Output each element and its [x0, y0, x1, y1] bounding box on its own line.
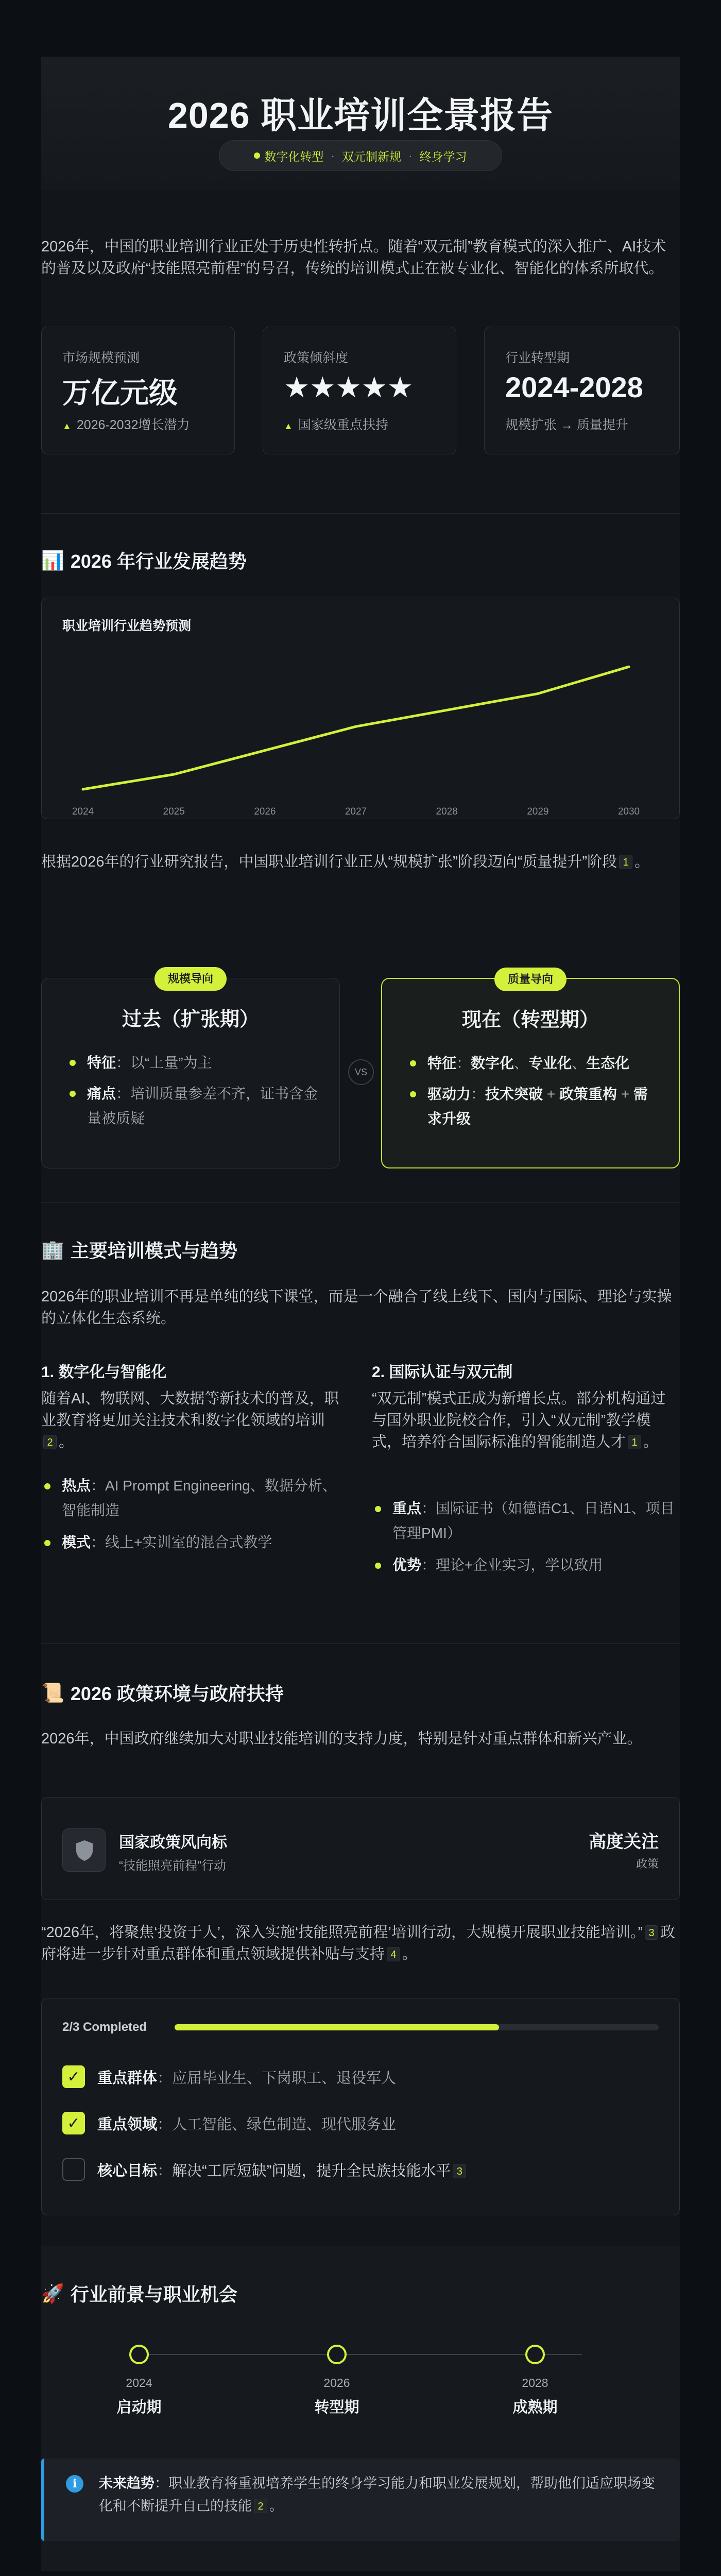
report-title: 2026 职业培训全景报告 [167, 95, 554, 135]
tag-separator: · [408, 148, 413, 162]
x-tick-label: 2028 [436, 806, 458, 817]
timeline-dot [525, 2345, 545, 2364]
timeline-year: 2028 [522, 2376, 548, 2389]
citation-badge[interactable]: 1 [619, 855, 632, 869]
column-title-digital: 1. 数字化与智能化 [41, 1364, 167, 1381]
column-text: “双元制”模式正成为新增长点。部分机构通过与国外职业院校合作，引入“双元制”教学模式，培养符合国际标准的智能制造人才 1 。 [372, 1391, 666, 1450]
progress-fill [175, 2024, 499, 2030]
rocket-icon: 🚀 [41, 2282, 64, 2304]
policy-intro: 2026年，中国政府继续加大对职业技能培训的支持力度，特别是针对重点群体和新兴产业。 [41, 1731, 642, 1747]
data-point [628, 666, 630, 668]
section-divider [41, 513, 680, 514]
progress-label: 2/3 Completed [62, 2020, 147, 2034]
trend-paragraph: 根据2026年的行业研究报告，中国职业培训行业正从“规模扩张”阶段迈向“质量提升”阶段 1 。 [41, 854, 650, 870]
scroll-icon: 📜 [41, 1682, 64, 1703]
trend-series-line [83, 667, 629, 789]
trend-line-chart [42, 598, 679, 819]
x-tick-label: 2030 [617, 806, 640, 817]
trend-note-callout [41, 2459, 680, 2541]
arrow-up-icon: ▲ [284, 421, 293, 431]
checkbox-unchecked[interactable] [62, 2158, 85, 2181]
compare-card-now [381, 973, 680, 1168]
list-item: 特征：数字化、专业化、生态化 [408, 1051, 660, 1076]
section-divider [41, 1202, 680, 1203]
checkbox-checked[interactable]: ✓ [62, 2112, 85, 2134]
list-item: 优势：理论+企业实习，学以致用 [372, 1553, 680, 1578]
policy-checklist-card [41, 1998, 680, 2215]
timeline-stage: 启动期 [116, 2399, 162, 2416]
stat-card-policy [263, 327, 456, 454]
hero-banner [41, 57, 680, 191]
arrow-up-icon: ▲ [62, 421, 72, 431]
x-tick-label: 2025 [163, 806, 185, 817]
attention-level: 高度关注 [589, 1832, 659, 1852]
checklist-item[interactable]: ✓ 重点群体：应届毕业生、下岗职工、退役军人 [62, 2065, 396, 2088]
modes-intro: 2026年的职业培训不再是单纯的线下课堂，而是一个融合了线上线下、国内与国际、理论与实操的立体化生态系统。 [41, 1289, 672, 1327]
section-title-policy: 📜 2026 政策环境与政府扶持 [41, 1682, 284, 1704]
section-divider [41, 1643, 680, 1644]
intro-paragraph: 2026年，中国的职业培训行业正处于历史性转折点。随着“双元制”教育模式的深入推广、AI技术的普及以及政府“技能照亮前程”的号召，传统的培训模式正在被专业化、智能化的体系所取代。 [41, 239, 666, 277]
stat-subtext: ▲ 国家级重点扶持 [284, 418, 388, 432]
stat-value: 万亿元级 [62, 377, 178, 409]
badge-quality-oriented: 质量导向 [494, 968, 566, 991]
column-title-dual: 2. 国际认证与双元制 [372, 1364, 513, 1381]
timeline-track [139, 2354, 582, 2355]
citation-badge[interactable]: 1 [628, 1435, 641, 1449]
x-tick-label: 2024 [72, 806, 94, 817]
x-tick-label: 2026 [254, 806, 276, 817]
citation-badge[interactable]: 2 [43, 1435, 57, 1449]
policy-indicator-card [41, 1797, 680, 1900]
vs-badge: VS [348, 1059, 374, 1085]
policy-quote: “2026年，将聚焦‘投资于人’，深入实施‘技能照亮前程’培训行动，大规模开展职业技能培训。” 3 政府将进一步针对重点群体和重点领域提供补贴与支持 4 。 [41, 1924, 676, 1962]
data-point [173, 773, 175, 775]
list-item: 模式：线上+实训室的混合式教学 [41, 1530, 340, 1555]
policy-card-title: 国家政策风向标 [119, 1834, 227, 1851]
data-point [264, 750, 266, 752]
stat-value: 2024-2028 [505, 371, 643, 403]
tag-dot-icon [254, 152, 260, 159]
citation-badge[interactable]: 3 [645, 1925, 658, 1940]
compare-title: 现在（转型期） [461, 1009, 599, 1031]
bar-chart-icon: 📊 [41, 549, 64, 571]
timeline-year: 2024 [126, 2376, 152, 2389]
timeline-year: 2026 [323, 2376, 350, 2389]
timeline-stage: 成熟期 [512, 2399, 558, 2416]
list-item: 重点：国际证书（如德语C1、日语N1、项目管理PMI） [372, 1496, 680, 1546]
shield-icon [62, 1828, 106, 1872]
data-point [446, 709, 448, 711]
column-text: 随着AI、物联网、大数据等新技术的普及，职业教育将更加关注技术和数字化领域的培训2 。 [41, 1391, 339, 1450]
stat-subtext: ▲ 2026-2032增长潜力 [62, 418, 190, 432]
stat-subtext: 规模扩张 → 质量提升 [505, 418, 628, 432]
data-point [537, 692, 539, 694]
list-item: 特征：以“上量”为主 [67, 1050, 320, 1075]
citation-badge[interactable]: 3 [453, 2164, 466, 2178]
compare-list [67, 1050, 320, 1137]
attention-label: 政策 [636, 1857, 659, 1870]
list-item: 热点：AI Prompt Engineering、数据分析、智能制造 [41, 1473, 340, 1523]
progress-track [175, 2024, 659, 2030]
timeline-dot [129, 2345, 149, 2364]
badge-scale-oriented: 规模导向 [154, 967, 227, 991]
hero-tag: 终身学习 [419, 149, 467, 163]
citation-badge[interactable]: 2 [254, 2499, 267, 2513]
list-item: 痛点：培训质量参差不齐，证书含金量被质疑 [67, 1081, 320, 1131]
list-item: 驱动力：技术突破 + 政策重构 + 需求升级 [408, 1082, 660, 1131]
section-title-modes: 🏢 主要培训模式与趋势 [41, 1239, 237, 1261]
data-point [82, 788, 84, 790]
stat-label: 政策倾斜度 [284, 351, 349, 365]
trend-note-text: 未来趋势：职业教育将重视培养学生的终身学习能力和职业发展规划，帮助他们适应职场变化和不断提升自己的技能 2 。 [99, 2476, 655, 2514]
section-title-trend: 📊 2026 年行业发展趋势 [41, 549, 247, 572]
x-tick-label: 2027 [345, 806, 367, 817]
compare-title: 过去（扩张期） [122, 1009, 259, 1030]
compare-card-past [41, 972, 340, 1168]
column-bullet-list [372, 1496, 680, 1585]
checklist-item[interactable]: 核心目标：解决“工匠短缺”问题，提升全民族技能水平 3 [62, 2158, 468, 2181]
section-title-outlook: 🚀 行业前景与职业机会 [41, 2282, 237, 2305]
hero-tag-pill [219, 140, 502, 171]
info-icon: i [66, 2475, 83, 2493]
timeline-stage: 转型期 [314, 2399, 359, 2416]
x-tick-label: 2029 [527, 806, 549, 817]
compare-list [408, 1051, 660, 1138]
checkbox-checked[interactable]: ✓ [62, 2065, 85, 2088]
outlook-section [41, 2246, 680, 2571]
policy-card-subtitle: “技能照亮前程”行动 [119, 1859, 226, 1873]
column-bullet-list [41, 1473, 340, 1562]
star-rating: ★★★★★ [284, 371, 414, 403]
data-point [355, 725, 357, 727]
citation-badge[interactable]: 4 [387, 1947, 400, 1961]
report-page [41, 57, 680, 2571]
timeline-dot [327, 2345, 347, 2364]
stat-label: 市场规模预测 [62, 351, 140, 365]
chart-title: 职业培训行业趋势预测 [62, 619, 192, 633]
tag-separator: · [331, 148, 335, 162]
hero-tag: 双元制新规 [342, 149, 401, 163]
stat-label: 行业转型期 [505, 351, 570, 365]
stat-card-period [484, 327, 680, 454]
checklist-item[interactable]: ✓ 重点领域：人工智能、绿色制造、现代服务业 [62, 2112, 396, 2134]
trend-chart-card [41, 598, 680, 819]
stat-card-market [41, 327, 235, 454]
building-icon: 🏢 [41, 1239, 64, 1260]
hero-tag: 数字化转型 [264, 149, 324, 163]
